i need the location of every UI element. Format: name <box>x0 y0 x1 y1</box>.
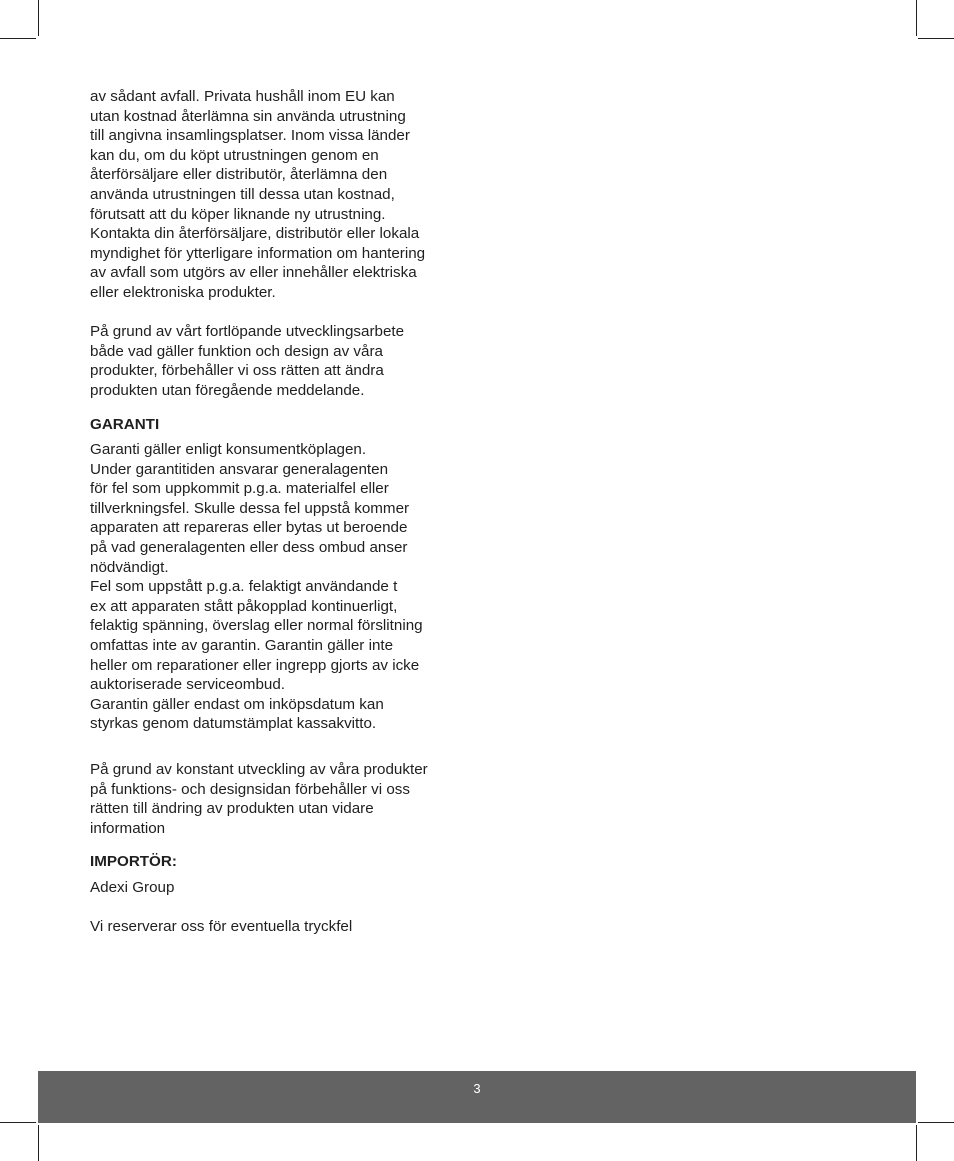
heading-warranty: GARANTI <box>90 415 160 433</box>
crop-mark-bottom-right-horizontal <box>918 1122 954 1123</box>
page-number: 3 <box>473 1081 481 1096</box>
paragraph-disposal: av sådant avfall. Privata hushåll inom EU kan utan kostnad återlämna sin använda utrustning till angivna insamlingsplatser. Inom vissa länder kan du, om du köpt utrustningen genom en återförsäljare eller distributör, återlämna den använda utrustningen till dessa utan kostnad, förutsatt att du köper liknande ny utrustning. Kontakta din återförsäljare, distributör eller lokala myndighet för ytterligare information om hantering av avfall som utgörs av eller innehåller elektriska eller elektroniska produkter. <box>90 88 426 301</box>
paragraph-warranty: Garanti gäller enligt konsumentköplagen. Under garantitiden ansvarar generalagenten för fel som uppkommit p.g.a. materialfel eller tillverkningsfel. Skulle dessa fel uppstå kommer apparaten att repareras eller bytas ut beroende på vad generalagenten eller dess ombud anser nödvändigt. Fel som uppstått p.g.a. felaktigt användande t ex att apparaten stått påkopplad kontinuerligt, felaktig spänning, överslag eller normal förslitning omfattas inte av garantin. Garantin gäller inte heller om reparationer eller ingrepp gjorts av icke auktoriserade serviceombud. Garantin gäller endast om inköpsdatum kan styrkas genom datumstämplat kassakvitto. <box>90 441 423 733</box>
crop-mark-top-left-horizontal <box>0 38 36 39</box>
crop-mark-bottom-left-horizontal <box>0 1122 36 1123</box>
heading-importer: IMPORTÖR: <box>90 853 177 871</box>
importer-name: Adexi Group <box>90 878 175 896</box>
paragraph-changes: På grund av konstant utveckling av våra produkter på funktions- och designsidan förbehåller vi oss rätten till ändring av produkten utan vidare information <box>90 761 428 837</box>
document-body <box>90 87 470 937</box>
crop-mark-top-left-vertical <box>38 0 39 36</box>
crop-mark-bottom-right-vertical <box>916 1125 917 1161</box>
crop-mark-top-right-vertical <box>916 0 917 36</box>
crop-mark-bottom-left-vertical <box>38 1125 39 1161</box>
paragraph-development: På grund av vårt fortlöpande utvecklingsarbete både vad gäller funktion och design av våra produkter, förbehåller vi oss rätten att ändra produkten utan föregående meddelande. <box>90 323 405 399</box>
paragraph-misprint: Vi reserverar oss för eventuella tryckfel <box>90 918 353 936</box>
crop-mark-top-right-horizontal <box>918 38 954 39</box>
footer-bar <box>38 1071 916 1123</box>
